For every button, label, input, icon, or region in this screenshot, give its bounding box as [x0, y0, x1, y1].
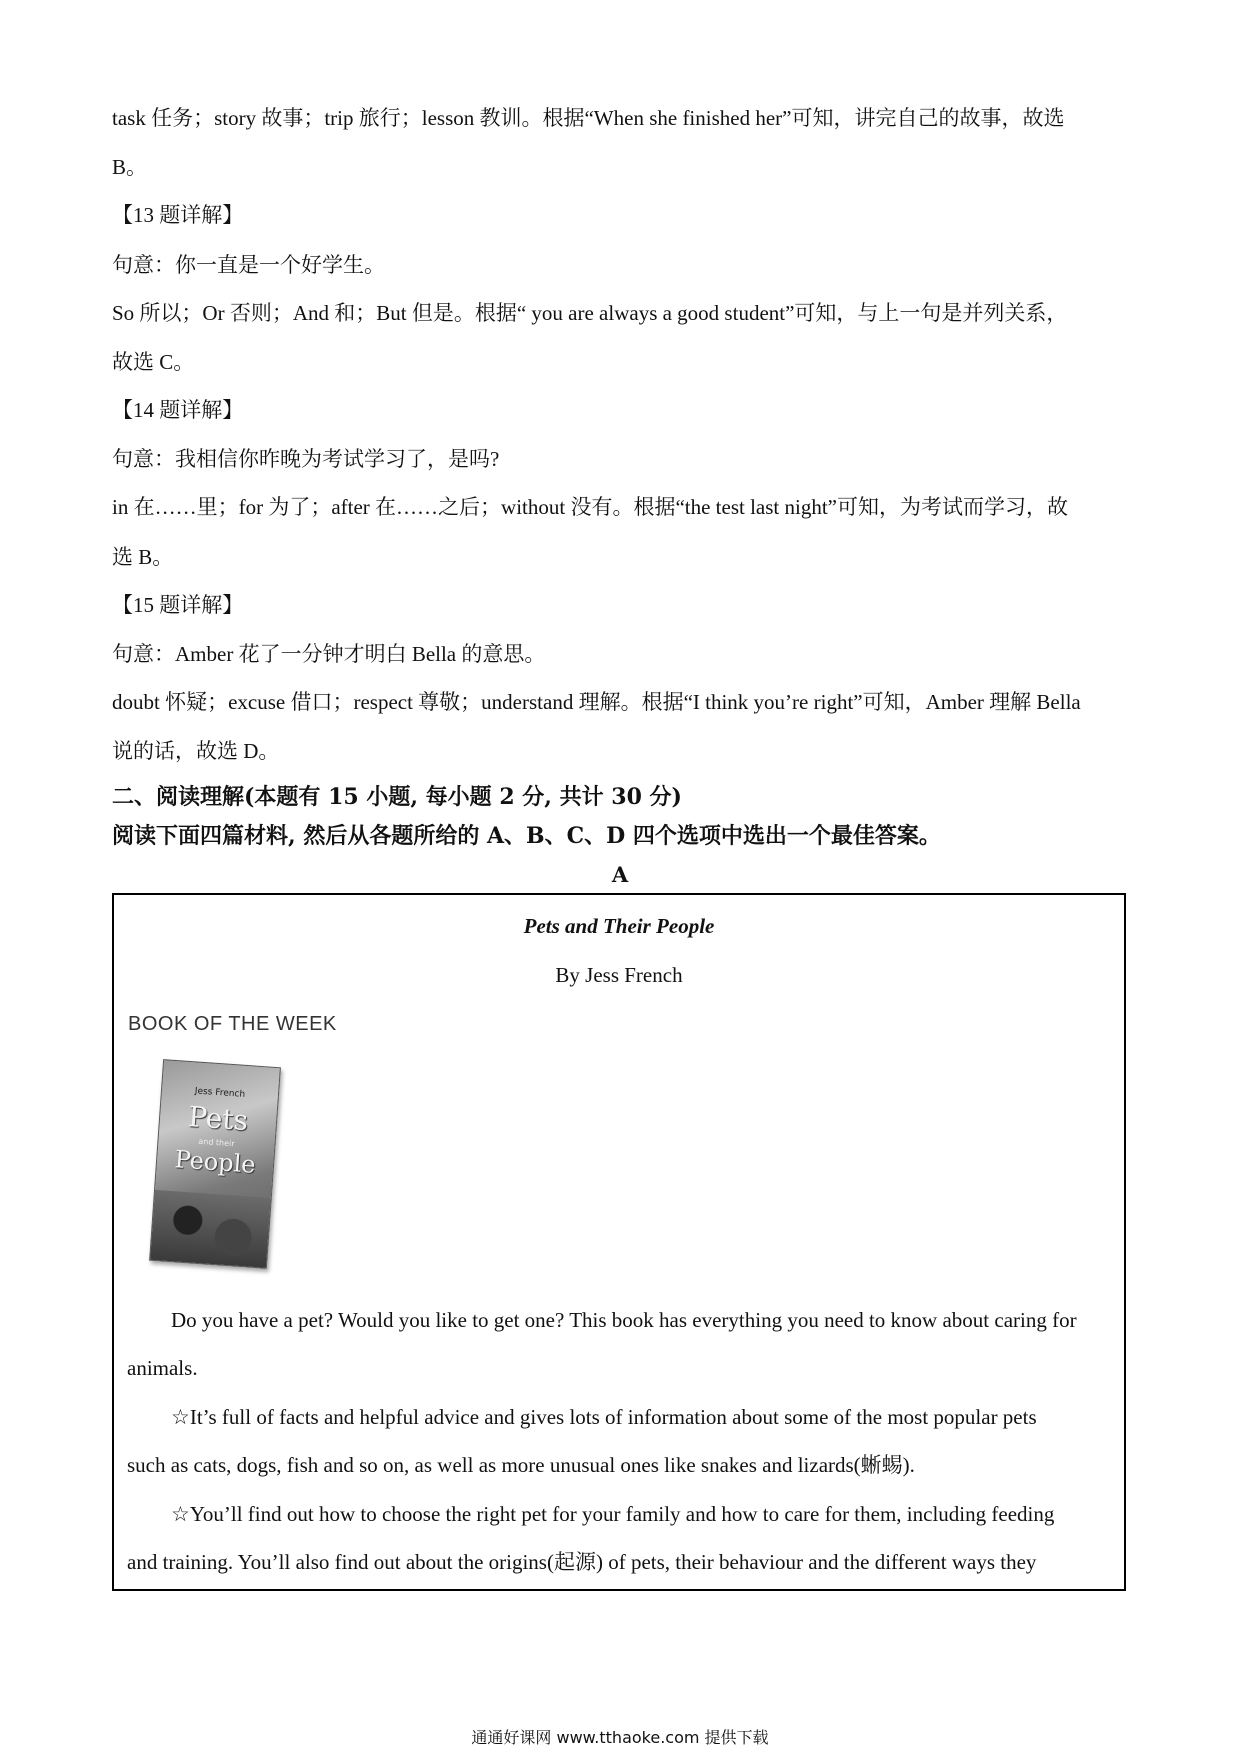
passage-line: Do you have a pet? Would you like to get one? This book has everything you need to know about caring for [171, 1308, 1077, 1332]
book-of-the-week-label: BOOK OF THE WEEK [128, 1013, 337, 1035]
page-footer: 通通好课网 www.tthaoke.com 提供下载 [471, 1728, 769, 1747]
explanation-line: 故选 C。 [112, 350, 195, 374]
cover-title-top: Pets [187, 1100, 250, 1138]
passage-line: ☆You’ll find out how to choose the right pet for your family and how to care for them, including feeding [171, 1502, 1055, 1526]
explanation-line: B。 [112, 155, 148, 179]
explanation-line: 句意：你一直是一个好学生。 [112, 253, 385, 277]
explanation-line: So 所以；Or 否则；And 和；But 但是。根据“ you are always a good student”可知，与上一句是并列关系， [112, 301, 1068, 325]
question-15-heading: 【15 题详解】 [112, 593, 244, 617]
explanation-line: 句意：Amber 花了一分钟才明白 Bella 的意思。 [112, 642, 546, 666]
cover-subtitle: and their [198, 1136, 235, 1149]
book-cover-image [149, 1059, 281, 1269]
question-14-heading: 【14 题详解】 [112, 398, 244, 422]
passage-line: ☆It’s full of facts and helpful advice and gives lots of information about some of the most popular pets [171, 1405, 1037, 1429]
passage-label: A [611, 862, 629, 887]
cover-title-bottom: People [173, 1145, 257, 1179]
passage-line: animals. [127, 1356, 198, 1380]
book-title: Pets and Their People [523, 914, 715, 938]
cover-artwork [150, 1190, 271, 1268]
explanation-line: 句意：我相信你昨晚为考试学习了，是吗? [112, 447, 500, 471]
passage-line: such as cats, dogs, fish and so on, as well as more unusual ones like snakes and lizards(蜥蜴). [127, 1453, 915, 1477]
passage-line: and training. You’ll also find out about the origins(起源) of pets, their behaviour and the different ways they [127, 1550, 1037, 1574]
explanation-line: in 在……里；for 为了；after 在……之后；without 没有。根据“the test last night”可知，为考试而学习，故 [112, 495, 1068, 519]
explanation-line: 选 B。 [112, 545, 174, 569]
explanation-line: 说的话，故选 D。 [112, 739, 280, 763]
explanation-line: task 任务；story 故事；trip 旅行；lesson 教训。根据“When she finished her”可知，讲完自己的故事，故选 [112, 106, 1065, 130]
explanation-line: doubt 怀疑；excuse 借口；respect 尊敬；understand 理解。根据“I think you’re right”可知，Amber 理解 Bella [112, 690, 1081, 714]
section-heading: 二、阅读理解(本题有 15 小题, 每小题 2 分, 共计 30 分) [112, 784, 682, 810]
book-author: By Jess French [555, 963, 683, 987]
cover-author: Jess French [194, 1086, 246, 1100]
section-instruction: 阅读下面四篇材料, 然后从各题所给的 A、B、C、D 四个选项中选出一个最佳答案。 [112, 823, 941, 849]
passage-box [112, 893, 1126, 1591]
question-13-heading: 【13 题详解】 [112, 203, 244, 227]
